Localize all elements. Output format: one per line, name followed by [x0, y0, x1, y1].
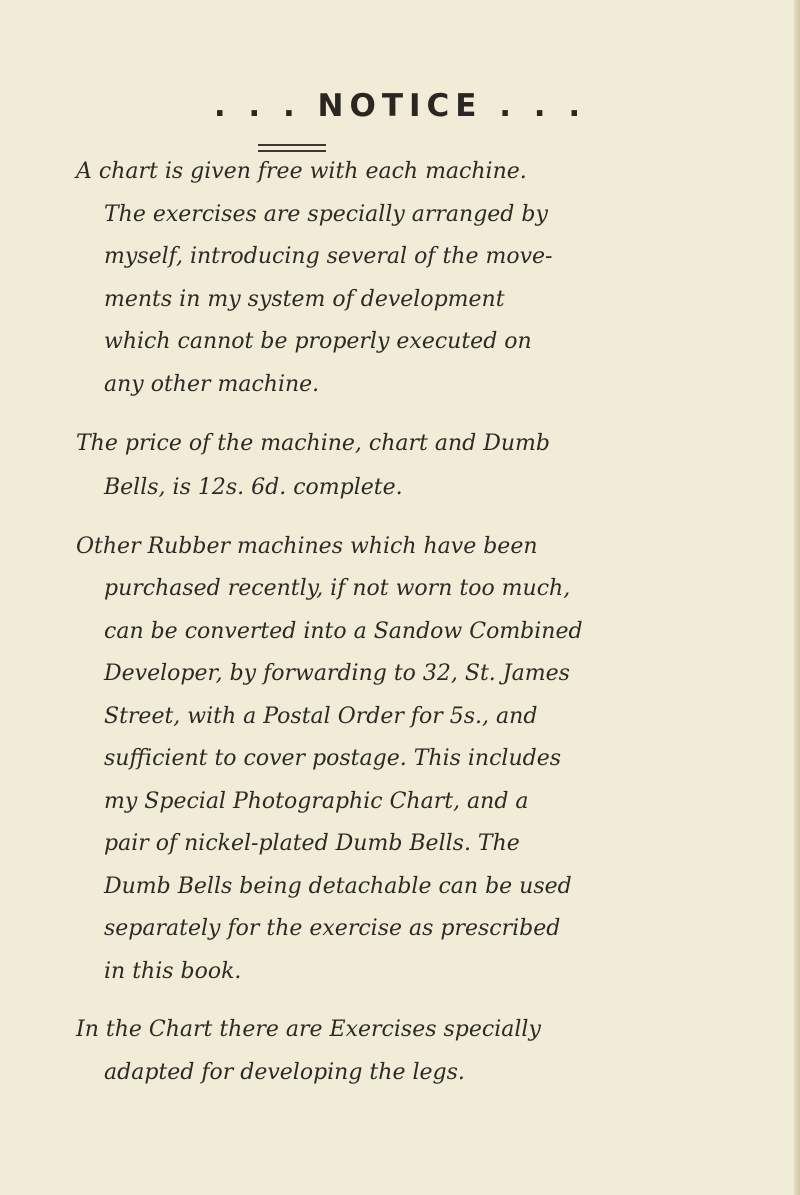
text-line: adapted for developing the legs. [104, 1060, 465, 1085]
text-line: my Special Photographic Chart, and a [104, 789, 529, 814]
text-line: Developer, by forwarding to 32, St. James [104, 661, 570, 686]
text-line: The exercises are specially arranged by [104, 202, 548, 227]
text-line: The price of the machine, chart and Dumb [76, 431, 550, 456]
text-line: any other machine. [104, 372, 320, 397]
page-edge [794, 0, 800, 1195]
text-line: can be converted into a Sandow Combined [104, 619, 583, 644]
text-line: A chart is given free with each machine. [76, 159, 527, 184]
text-line: Other Rubber machines which have been [76, 534, 538, 559]
text-line: Bells, is 12s. 6d. complete. [104, 475, 403, 500]
heading-rule-top [258, 144, 326, 146]
text-line: myself, introducing several of the move- [104, 244, 553, 269]
text-line: In the Chart there are Exercises specially [76, 1017, 541, 1042]
heading-rule-bottom [258, 150, 326, 152]
notice-heading: . . . NOTICE . . . [213, 88, 587, 124]
text-line: Street, with a Postal Order for 5s., and [104, 704, 538, 729]
text-line: Dumb Bells being detachable can be used [104, 874, 572, 899]
text-line: pair of nickel-plated Dumb Bells. The [104, 831, 520, 856]
text-line: separately for the exercise as prescribed [104, 916, 561, 941]
text-line: which cannot be properly executed on [104, 329, 532, 354]
text-line: purchased recently, if not worn too much, [104, 576, 571, 601]
text-line: sufficient to cover postage. This includes [104, 746, 562, 771]
text-line: in this book. [104, 959, 242, 984]
text-line: ments in my system of development [104, 287, 505, 312]
